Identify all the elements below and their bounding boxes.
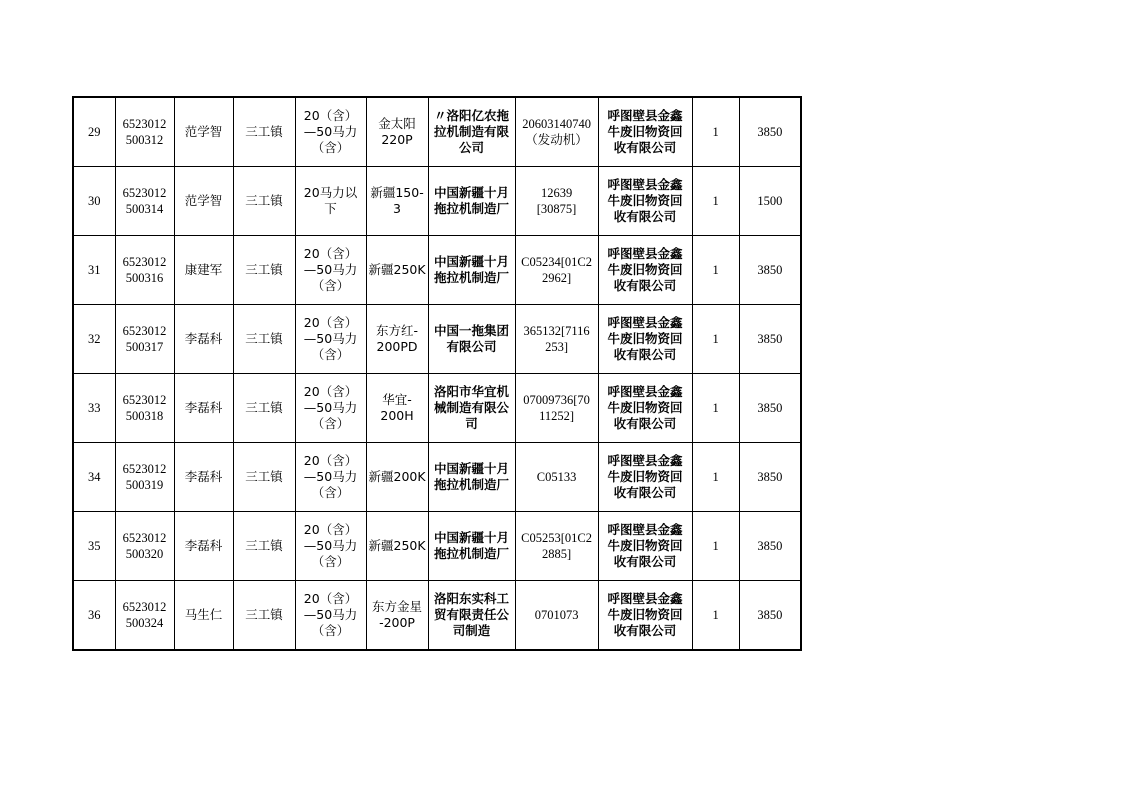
cell-text-line: 司制造 [452,623,491,638]
cell-text-line: 牛废旧物资回 [607,400,683,415]
owner-name-cell: 马生仁 [174,581,233,651]
cell-text-line: 6523012 [122,117,167,131]
cell-text-line: 新疆250K [368,262,426,277]
cell-text-line: 新疆250K [368,538,426,553]
id-code-cell [115,374,174,443]
row-number-cell: 30 [73,167,115,236]
cell-text-line: 有限公司 [446,339,497,354]
amount-cell: 3850 [739,443,801,512]
town-cell: 三工镇 [233,305,295,374]
cell-text-line: 6523012 [122,324,167,338]
cell-text-line: 11252] [539,409,575,423]
manufacturer-cell [428,374,515,443]
recycler-company-cell [598,97,692,167]
row-number-cell: 29 [73,97,115,167]
recycler-company-cell [598,374,692,443]
amount-cell: 3850 [739,512,801,581]
cell-text-line: 下 [324,201,337,216]
owner-name-cell: 李磊科 [174,443,233,512]
cell-text-line: （发动机） [525,133,588,147]
cell-text-line: [30875] [536,202,577,216]
recycler-company-cell [598,236,692,305]
horsepower-range-cell [295,305,366,374]
cell-text-line: 洛阳市华宜机 [434,384,510,399]
cell-text-line: 公司 [459,140,485,155]
cell-text-line: 拉机制造有限 [434,124,510,139]
serial-number-cell [515,236,598,305]
model-cell [366,167,428,236]
cell-text-line: —50马力 [303,331,358,346]
cell-text-line: 收有限公司 [613,416,677,431]
cell-text-line: 20（含） [303,315,358,330]
model-cell [366,443,428,512]
cell-text-line: 拖拉机制造厂 [434,477,510,492]
cell-text-line: 收有限公司 [613,554,677,569]
cell-text-line: 拖拉机制造厂 [434,546,510,561]
table-row [73,443,801,512]
cell-text-line: 500312 [125,133,164,147]
cell-text-line: 收有限公司 [613,140,677,155]
cell-text-line: 20603140740 [522,117,591,131]
amount-cell: 3850 [739,581,801,651]
model-cell [366,97,428,167]
cell-text-line: 东方红- [376,323,419,338]
manufacturer-cell [428,167,515,236]
subsidy-table [72,96,802,651]
horsepower-range-cell [295,512,366,581]
cell-text-line: （含） [311,623,350,638]
row-number-cell: 33 [73,374,115,443]
town-cell: 三工镇 [233,581,295,651]
cell-text-line: 东方金星 [372,599,423,614]
table-row [73,167,801,236]
cell-text-line: 呼图壁县金鑫 [607,108,683,123]
cell-text-line: 中国新疆十月 [434,254,510,269]
cell-text-line: 牛废旧物资回 [607,538,683,553]
cell-text-line: 07009736[70 [523,393,590,407]
cell-text-line: 呼图壁县金鑫 [607,453,683,468]
cell-text-line: 收有限公司 [613,347,677,362]
horsepower-range-cell [295,97,366,167]
cell-text-line: 20（含） [303,246,358,261]
id-code-cell [115,97,174,167]
table-row [73,512,801,581]
cell-text-line: 呼图壁县金鑫 [607,246,683,261]
cell-text-line: 呼图壁县金鑫 [607,591,683,606]
cell-text-line: 6523012 [122,531,167,545]
quantity-cell: 1 [692,512,739,581]
cell-text-line: 500317 [125,340,164,354]
horsepower-range-cell [295,581,366,651]
cell-text-line: 20（含） [303,453,358,468]
cell-text-line: —50马力 [303,538,358,553]
cell-text-line: 500319 [125,478,164,492]
cell-text-line: 拖拉机制造厂 [434,270,510,285]
quantity-cell: 1 [692,236,739,305]
quantity-cell: 1 [692,581,739,651]
cell-text-line: 500316 [125,271,164,285]
cell-text-line: 收有限公司 [613,485,677,500]
model-cell [366,374,428,443]
town-cell: 三工镇 [233,97,295,167]
table-row [73,236,801,305]
cell-text-line: 牛废旧物资回 [607,469,683,484]
cell-text-line: 500320 [125,547,164,561]
cell-text-line: 20（含） [303,591,358,606]
recycler-company-cell [598,443,692,512]
id-code-cell [115,236,174,305]
amount-cell: 3850 [739,97,801,167]
quantity-cell: 1 [692,305,739,374]
cell-text-line: 新疆150- [370,185,424,200]
quantity-cell: 1 [692,97,739,167]
cell-text-line: 牛废旧物资回 [607,193,683,208]
manufacturer-cell [428,236,515,305]
cell-text-line: （含） [311,140,350,155]
cell-text-line: C05234[01C2 [521,255,592,269]
cell-text-line: 械制造有限公 [434,400,510,415]
cell-text-line: 司 [465,416,478,431]
cell-text-line: —50马力 [303,607,358,622]
cell-text-line: 中国新疆十月 [434,530,510,545]
cell-text-line: 0701073 [534,608,579,622]
recycler-company-cell [598,305,692,374]
serial-number-cell [515,512,598,581]
cell-text-line: 收有限公司 [613,278,677,293]
serial-number-cell [515,443,598,512]
model-cell [366,236,428,305]
owner-name-cell: 范学智 [174,167,233,236]
town-cell: 三工镇 [233,236,295,305]
row-number-cell: 31 [73,236,115,305]
serial-number-cell [515,167,598,236]
recycler-company-cell [598,167,692,236]
cell-text-line: —50马力 [303,469,358,484]
cell-text-line: 2885] [541,547,572,561]
row-number-cell: 35 [73,512,115,581]
cell-text-line: 20（含） [303,522,358,537]
cell-text-line: 6523012 [122,186,167,200]
town-cell: 三工镇 [233,374,295,443]
cell-text-line: C05253[01C2 [521,531,592,545]
table-row [73,97,801,167]
serial-number-cell [515,305,598,374]
town-cell: 三工镇 [233,512,295,581]
town-cell: 三工镇 [233,443,295,512]
serial-number-cell [515,374,598,443]
owner-name-cell: 李磊科 [174,512,233,581]
cell-text-line: 中国新疆十月 [434,185,510,200]
cell-text-line: 新疆200K [368,469,426,484]
cell-text-line: 呼图壁县金鑫 [607,177,683,192]
cell-text-line: C05133 [536,470,577,484]
cell-text-line: 500324 [125,616,164,630]
manufacturer-cell [428,443,515,512]
cell-text-line: 200PD [376,339,418,354]
amount-cell: 1500 [739,167,801,236]
cell-text-line: 牛废旧物资回 [607,262,683,277]
cell-text-line: 220P [381,132,413,147]
amount-cell: 3850 [739,305,801,374]
cell-text-line: 3 [393,201,401,216]
quantity-cell: 1 [692,167,739,236]
cell-text-line: 华宜- [382,392,412,407]
cell-text-line: 金太阳 [378,116,416,131]
table-row [73,305,801,374]
amount-cell: 3850 [739,374,801,443]
serial-number-cell [515,97,598,167]
cell-text-line: 6523012 [122,462,167,476]
cell-text-line: 20（含） [303,384,358,399]
manufacturer-cell [428,97,515,167]
cell-text-line: 拖拉机制造厂 [434,201,510,216]
recycler-company-cell [598,581,692,651]
cell-text-line: —50马力 [303,124,358,139]
table-body [73,97,801,650]
manufacturer-cell [428,512,515,581]
cell-text-line: 500318 [125,409,164,423]
cell-text-line: —50马力 [303,262,358,277]
cell-text-line: 牛废旧物资回 [607,607,683,622]
cell-text-line: 6523012 [122,600,167,614]
row-number-cell: 32 [73,305,115,374]
cell-text-line: （含） [311,485,350,500]
cell-text-line: 200H [380,408,414,423]
cell-text-line: 〃洛阳亿农拖 [434,108,510,123]
cell-text-line: （含） [311,416,350,431]
cell-text-line: 呼图壁县金鑫 [607,384,683,399]
cell-text-line: （含） [311,347,350,362]
cell-text-line: 呼图壁县金鑫 [607,522,683,537]
owner-name-cell: 李磊科 [174,305,233,374]
id-code-cell [115,167,174,236]
cell-text-line: （含） [311,278,350,293]
id-code-cell [115,443,174,512]
horsepower-range-cell [295,443,366,512]
cell-text-line: 中国新疆十月 [434,461,510,476]
table-row [73,374,801,443]
cell-text-line: 365132[7116 [523,324,590,338]
owner-name-cell: 李磊科 [174,374,233,443]
cell-text-line: -200P [379,615,415,630]
manufacturer-cell [428,581,515,651]
cell-text-line: 6523012 [122,393,167,407]
model-cell [366,581,428,651]
town-cell: 三工镇 [233,167,295,236]
horsepower-range-cell [295,167,366,236]
cell-text-line: 牛废旧物资回 [607,331,683,346]
cell-text-line: 中国一拖集团 [434,323,510,338]
cell-text-line: 500314 [125,202,164,216]
id-code-cell [115,305,174,374]
recycler-company-cell [598,512,692,581]
model-cell [366,305,428,374]
cell-text-line: —50马力 [303,400,358,415]
cell-text-line: 牛废旧物资回 [607,124,683,139]
cell-text-line: 20（含） [303,108,358,123]
cell-text-line: 12639 [540,186,573,200]
row-number-cell: 36 [73,581,115,651]
cell-text-line: （含） [311,554,350,569]
cell-text-line: 6523012 [122,255,167,269]
cell-text-line: 呼图壁县金鑫 [607,315,683,330]
horsepower-range-cell [295,374,366,443]
cell-text-line: 收有限公司 [613,209,677,224]
cell-text-line: 贸有限责任公 [434,607,510,622]
amount-cell: 3850 [739,236,801,305]
quantity-cell: 1 [692,374,739,443]
manufacturer-cell [428,305,515,374]
row-number-cell: 34 [73,443,115,512]
cell-text-line: 收有限公司 [613,623,677,638]
cell-text-line: 253] [545,340,569,354]
id-code-cell [115,581,174,651]
quantity-cell: 1 [692,443,739,512]
owner-name-cell: 范学智 [174,97,233,167]
cell-text-line: 洛阳东实科工 [434,591,510,606]
table-row [73,581,801,651]
owner-name-cell: 康建军 [174,236,233,305]
cell-text-line: 2962] [541,271,572,285]
cell-text-line: 20马力以 [303,185,358,200]
id-code-cell [115,512,174,581]
horsepower-range-cell [295,236,366,305]
model-cell [366,512,428,581]
serial-number-cell [515,581,598,651]
